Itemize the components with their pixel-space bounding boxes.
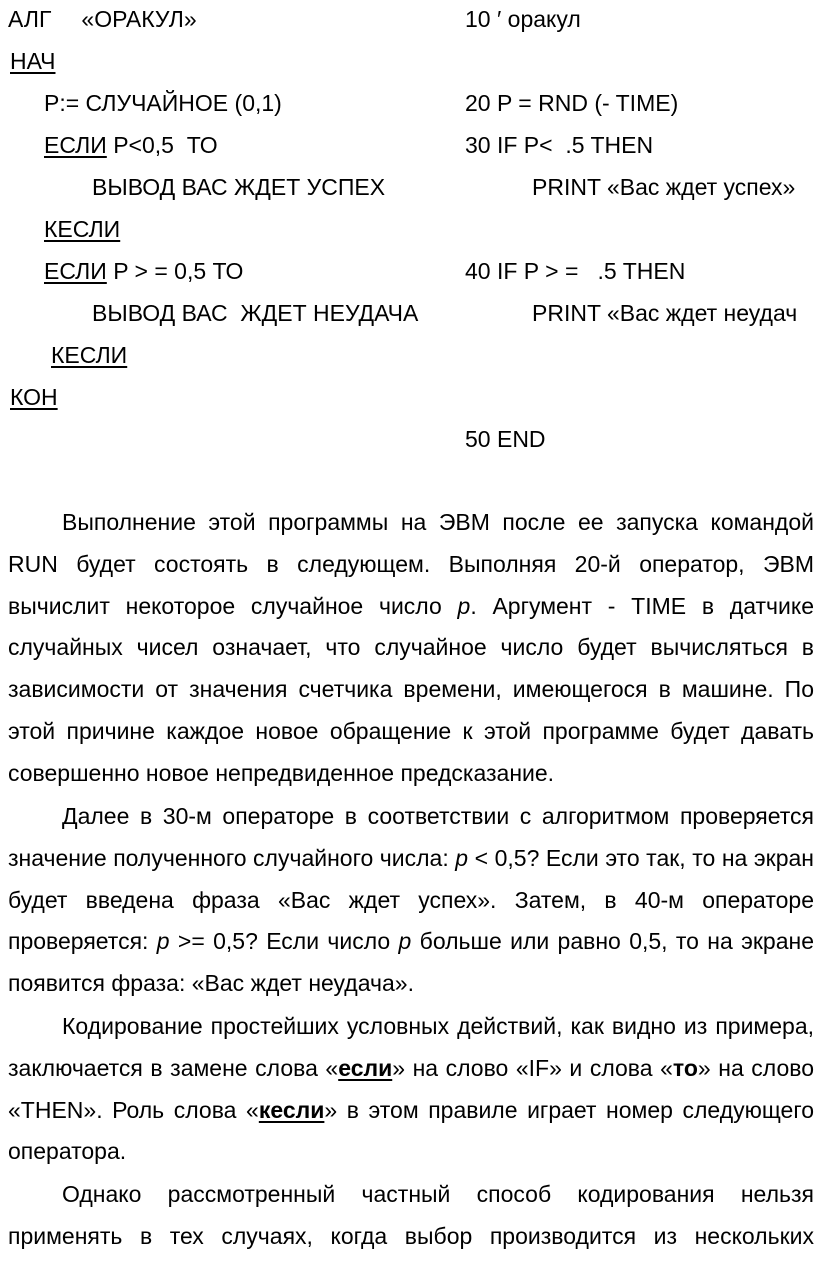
- variable-p: р: [156, 928, 170, 955]
- alg-output1: ВЫВОД ВАС ЖДЕТ УСПЕХ: [92, 174, 386, 200]
- alg-if1-condition: P<0,5 ТО: [106, 132, 218, 158]
- keyword-to: то: [672, 1054, 698, 1081]
- alg-end: КОН: [10, 384, 58, 410]
- basic-print-failure: PRINT «Вас ждет неудач: [532, 300, 798, 326]
- alg-name: «ОРАКУЛ»: [81, 6, 197, 32]
- variable-p: р: [398, 928, 412, 955]
- algorithm-header: [8, 8, 197, 31]
- basic-line-40: 40 IF P > = .5 THEN: [465, 258, 686, 284]
- alg-output2: ВЫВОД ВАС ЖДЕТ НЕУДАЧА: [92, 300, 419, 326]
- alg-if1: [44, 134, 218, 157]
- basic-line-30: 30 IF P< .5 THEN: [465, 132, 654, 158]
- keyword-kesli: кесли: [258, 1096, 325, 1123]
- paragraph-condition-check: Далее в 30-м операторе в соответствии с алгоритмом проверяется значение полученного случайного числа: р < 0,5? Если это так, то на экран будет введена фраза «Вас ждет успех». Затем, в 40-м операторе проверяется: р >= 0,5? Если число р больше или равно 0,5, то на экране появится фраза: «Вас ждет неудача».: [8, 803, 814, 997]
- paragraph-limitation: Однако рассмотренный частный способ кодирования нельзя применять в тех случаях, когда выбор производится из нескольких: [8, 1181, 814, 1249]
- basic-print-success: PRINT «Вас ждет успех»: [532, 174, 796, 200]
- basic-line-10: 10 ′ оракул: [465, 6, 581, 32]
- basic-line-20: 20 P = RND (- TIME): [465, 90, 679, 116]
- alg-assign: P:= СЛУЧАЙНОЕ (0,1): [44, 90, 282, 116]
- alg-keyword: АЛГ: [8, 6, 52, 32]
- paragraph-execution: Выполнение этой программы на ЭВМ после ее запуска командой RUN будет состоять в следующем. Выполняя 20-й оператор, ЭВМ вычислит некоторое случайное число р. Аргумент - TIME в датчике случайных чисел означает, что случайное число будет вычисляться в зависимости от значения счетчика времени, имеющегося в машине. По этой причине каждое новое обращение к этой программе будет давать совершенно новое непредвиденное предсказание.: [8, 509, 814, 786]
- keyword-esli: если: [338, 1054, 393, 1081]
- paragraph-coding-rule: Кодирование простейших условных действий, как видно из примера, заключается в замене слова «если» на слово «IF» и слова «то» на слово «THEN». Роль слова «кесли» в этом правиле играет номер следующего оператора.: [8, 1013, 814, 1165]
- alg-if2: [44, 260, 243, 283]
- alg-if2-condition: P > = 0,5 ТО: [106, 258, 244, 284]
- alg-if2-keyword: ЕСЛИ: [44, 258, 107, 284]
- basic-line-50: 50 END: [465, 426, 546, 452]
- alg-endif2: КЕСЛИ: [51, 342, 128, 368]
- alg-endif1: КЕСЛИ: [44, 216, 121, 242]
- variable-p: р: [457, 592, 471, 619]
- alg-begin: НАЧ: [10, 48, 56, 74]
- variable-p: р: [455, 844, 469, 871]
- alg-if1-keyword: ЕСЛИ: [44, 132, 107, 158]
